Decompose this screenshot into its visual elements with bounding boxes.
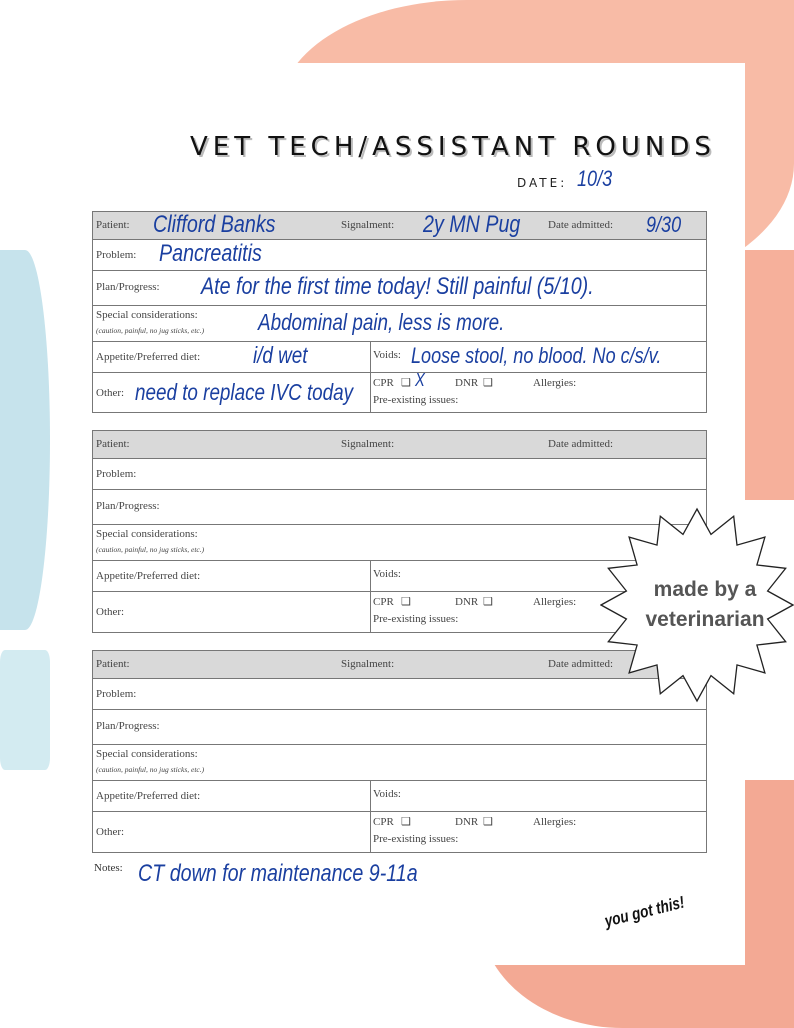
voids-label: Voids: (373, 349, 401, 361)
blue-paint-left (0, 250, 50, 630)
patient-name-field[interactable]: Clifford Banks (153, 211, 276, 238)
plan-label: Plan/Progress: (96, 720, 160, 732)
problem-row (93, 239, 706, 270)
date-admitted-label: Date admitted: (548, 219, 614, 231)
signoff-text: you got this! (602, 892, 687, 931)
patient-label: Patient: (96, 658, 130, 670)
dnr-label: DNR (455, 816, 479, 828)
special-row (93, 744, 706, 780)
signalment-label: Signalment: (341, 438, 395, 450)
dnr-label: DNR (455, 377, 479, 389)
notes-label: Notes: (94, 862, 123, 874)
patient-block (92, 211, 707, 413)
other-label: Other: (96, 387, 125, 399)
blue-paint-strokes (0, 650, 50, 770)
other-row (93, 372, 706, 413)
patient-label: Patient: (96, 438, 130, 450)
special-field[interactable]: Abdominal pain, less is more. (258, 309, 505, 335)
cpr-checkbox[interactable]: ❑ (401, 816, 411, 828)
cpr-label: CPR (373, 377, 394, 389)
date-admitted-label: Date admitted: (548, 658, 614, 670)
badge-line-2: veterinarian (645, 608, 765, 631)
voids-label: Voids: (373, 788, 401, 800)
voids-field[interactable]: Loose stool, no blood. No c/s/v. (411, 343, 662, 368)
special-label: Special considerations: (96, 748, 198, 760)
date-label: DATE: (517, 176, 568, 190)
special-hint: (caution, painful, no jug sticks, etc.) (96, 326, 205, 335)
dnr-label: DNR (455, 596, 479, 608)
special-row (93, 305, 706, 341)
patient-label: Patient: (96, 219, 130, 231)
header-row (93, 212, 706, 239)
other-field[interactable]: need to replace IVC today (135, 379, 354, 405)
preexisting-label: Pre-existing issues: (373, 833, 459, 845)
cpr-checkbox[interactable]: ❑ (401, 596, 411, 608)
problem-label: Problem: (96, 688, 137, 700)
plan-label: Plan/Progress: (96, 500, 160, 512)
date-admitted-label: Date admitted: (548, 438, 614, 450)
other-label: Other: (96, 826, 125, 838)
problem-field[interactable]: Pancreatitis (159, 240, 262, 267)
allergies-label: Allergies: (533, 377, 577, 389)
allergies-label: Allergies: (533, 816, 577, 828)
plan-row (93, 270, 706, 305)
dnr-checkbox[interactable]: ❑ (483, 596, 493, 608)
cpr-label: CPR (373, 816, 394, 828)
badge-line-1: made by a (653, 578, 757, 601)
appetite-label: Appetite/Preferred diet: (96, 790, 201, 802)
notes-value[interactable]: CT down for maintenance 9-11a (138, 860, 418, 887)
signalment-label: Signalment: (341, 658, 395, 670)
special-label: Special considerations: (96, 528, 198, 540)
allergies-label: Allergies: (533, 596, 577, 608)
problem-row (93, 458, 706, 489)
cpr-label: CPR (373, 596, 394, 608)
appetite-voids-row (93, 780, 706, 811)
plan-label: Plan/Progress: (96, 281, 160, 293)
appetite-field[interactable]: i/d wet (253, 342, 308, 368)
problem-label: Problem: (96, 249, 137, 261)
dnr-checkbox[interactable]: ❑ (483, 377, 493, 389)
signalment-field[interactable]: 2y MN Pug (423, 211, 521, 238)
appetite-voids-row (93, 341, 706, 372)
badge-text (620, 575, 790, 635)
header-row (93, 431, 706, 458)
page-title: VET TECH/ASSISTANT ROUNDS (190, 132, 716, 162)
other-row (93, 811, 706, 852)
dnr-checkbox[interactable]: ❑ (483, 816, 493, 828)
preexisting-label: Pre-existing issues: (373, 613, 459, 625)
special-hint: (caution, painful, no jug sticks, etc.) (96, 765, 205, 774)
special-label: Special considerations: (96, 309, 198, 321)
signalment-label: Signalment: (341, 219, 395, 231)
date-value[interactable]: 10/3 (577, 166, 613, 191)
appetite-label: Appetite/Preferred diet: (96, 570, 201, 582)
appetite-label: Appetite/Preferred diet: (96, 351, 201, 363)
date-admitted-field[interactable]: 9/30 (646, 212, 682, 237)
preexisting-label: Pre-existing issues: (373, 394, 459, 406)
plan-row (93, 709, 706, 744)
special-hint: (caution, painful, no jug sticks, etc.) (96, 545, 205, 554)
problem-label: Problem: (96, 468, 137, 480)
cpr-check-mark: X (415, 370, 425, 390)
voids-label: Voids: (373, 568, 401, 580)
cpr-checkbox[interactable]: ❑ (401, 377, 411, 389)
other-label: Other: (96, 606, 125, 618)
plan-field[interactable]: Ate for the first time today! Still painful (5/10). (201, 273, 594, 300)
